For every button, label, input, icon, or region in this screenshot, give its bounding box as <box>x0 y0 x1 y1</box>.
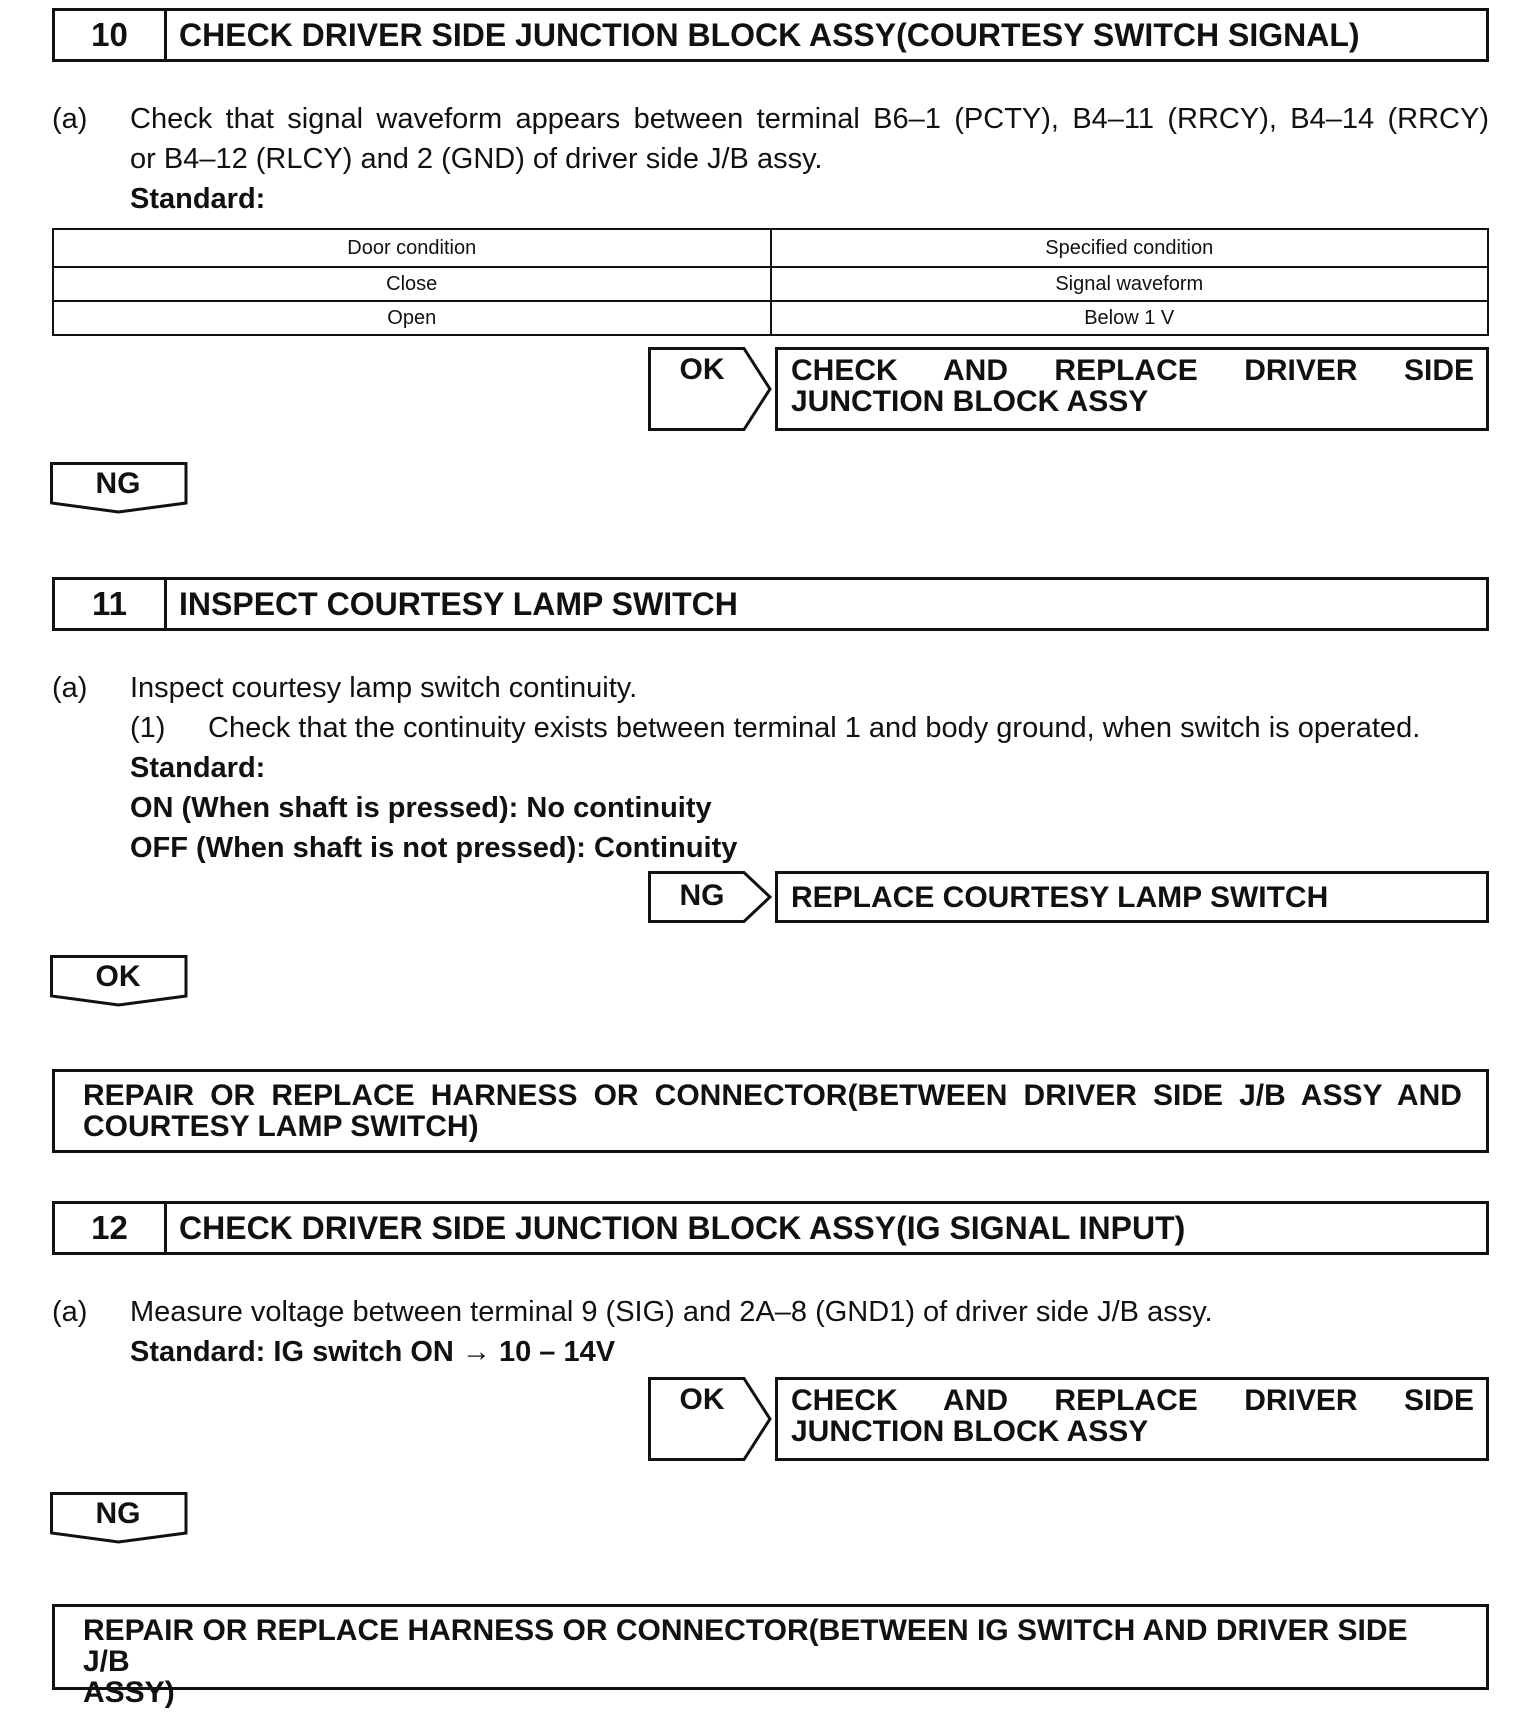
step-11-repair-line1: REPAIR OR REPLACE HARNESS OR CONNECTOR(BETWEEN DRIVER SIDE J/B ASSY AND <box>83 1079 1462 1112</box>
step-12-ok-tag <box>648 1377 772 1461</box>
step-10-title: CHECK DRIVER SIDE JUNCTION BLOCK ASSY(COURTESY SWITCH SIGNAL) <box>179 16 1360 53</box>
step-11-sub-label: (1) <box>130 712 166 744</box>
table-header-cell: Specified condition <box>771 229 1489 267</box>
step-10-header <box>52 8 1489 62</box>
step-12-repair-box <box>52 1604 1489 1709</box>
step-10-ng-down-tag <box>50 462 190 514</box>
step-12-ok-label: OK <box>679 1383 725 1416</box>
table-row <box>53 301 1488 335</box>
step-10-ng-label: NG <box>95 467 141 500</box>
table-cell: Below 1 V <box>771 301 1489 335</box>
step-11-header <box>52 577 1489 631</box>
step-12-title: CHECK DRIVER SIDE JUNCTION BLOCK ASSY(IG SIGNAL INPUT) <box>179 1209 1186 1246</box>
step-12-ok-action-line1: CHECK AND REPLACE DRIVER SIDE <box>791 1384 1474 1417</box>
table-cell: Open <box>53 301 771 335</box>
step-10-item-label: (a) <box>52 103 88 135</box>
step-12-ok-action-line2: JUNCTION BLOCK ASSY <box>791 1415 1149 1448</box>
step-10-standard-label: Standard: <box>130 183 266 215</box>
step-11-sub-text: Check that the continuity exists between terminal 1 and body ground, when switch is operated. <box>208 712 1421 744</box>
step-11-ng-label: NG <box>679 879 725 912</box>
step-12-ng-label: NG <box>95 1497 141 1530</box>
table-header-cell: Door condition <box>53 229 771 267</box>
step-11-ok-down-tag <box>50 955 190 1007</box>
step-11-title: INSPECT COURTESY LAMP SWITCH <box>179 585 738 622</box>
step-11-ok-label: OK <box>95 960 141 993</box>
step-12-repair-line2: ASSY) <box>83 1676 175 1709</box>
step-12-ng-down-tag <box>50 1492 190 1544</box>
step-11-standard-on: ON (When shaft is pressed): No continuity <box>130 792 712 824</box>
step-11-item-label: (a) <box>52 672 88 704</box>
step-10-ok-action-line2: JUNCTION BLOCK ASSY <box>791 385 1149 418</box>
step-11-standard-off: OFF (When shaft is not pressed): Continuity <box>130 832 738 864</box>
step-11-repair-line2: COURTESY LAMP SWITCH) <box>83 1110 479 1143</box>
step-10-ok-action-line1: CHECK AND REPLACE DRIVER SIDE <box>791 354 1474 387</box>
table-cell: Signal waveform <box>771 267 1489 301</box>
step-12-ok-action-box <box>775 1377 1489 1461</box>
step-12-item-label: (a) <box>52 1296 88 1328</box>
step-11-ng-action-box <box>775 871 1489 923</box>
step-10-ok-label: OK <box>679 353 725 386</box>
step-12-header <box>52 1201 1489 1255</box>
table-header-row <box>53 229 1488 267</box>
step-12-text-line1: Measure voltage between terminal 9 (SIG) and 2A–8 (GND1) of driver side J/B assy. <box>130 1296 1213 1328</box>
step-12-repair-line1: REPAIR OR REPLACE HARNESS OR CONNECTOR(BETWEEN IG SWITCH AND DRIVER SIDE J/B <box>83 1614 1408 1678</box>
step-10-text-line1: Check that signal waveform appears between terminal B6–1 (PCTY), B4–11 (RRCY), B4–14 (RRCY) <box>130 103 1489 135</box>
table-row <box>53 267 1488 301</box>
step-11-repair-box <box>52 1069 1489 1153</box>
step-10-ok-action-box <box>775 347 1489 431</box>
step-11-ng-action: REPLACE COURTESY LAMP SWITCH <box>791 881 1329 914</box>
standard-table <box>52 228 1489 336</box>
table-cell: Close <box>53 267 771 301</box>
step-10-text-line2: or B4–12 (RLCY) and 2 (GND) of driver side J/B assy. <box>130 143 823 175</box>
step-12-number: 12 <box>55 1204 167 1252</box>
step-10-number: 10 <box>55 11 167 59</box>
step-11-ng-tag <box>648 871 772 923</box>
step-12-standard: Standard: IG switch ON → 10 – 14V <box>130 1336 616 1368</box>
step-11-text-line1: Inspect courtesy lamp switch continuity. <box>130 672 638 704</box>
step-10-ok-tag <box>648 347 772 431</box>
step-11-standard-label: Standard: <box>130 752 266 784</box>
step-11-number: 11 <box>55 580 167 628</box>
